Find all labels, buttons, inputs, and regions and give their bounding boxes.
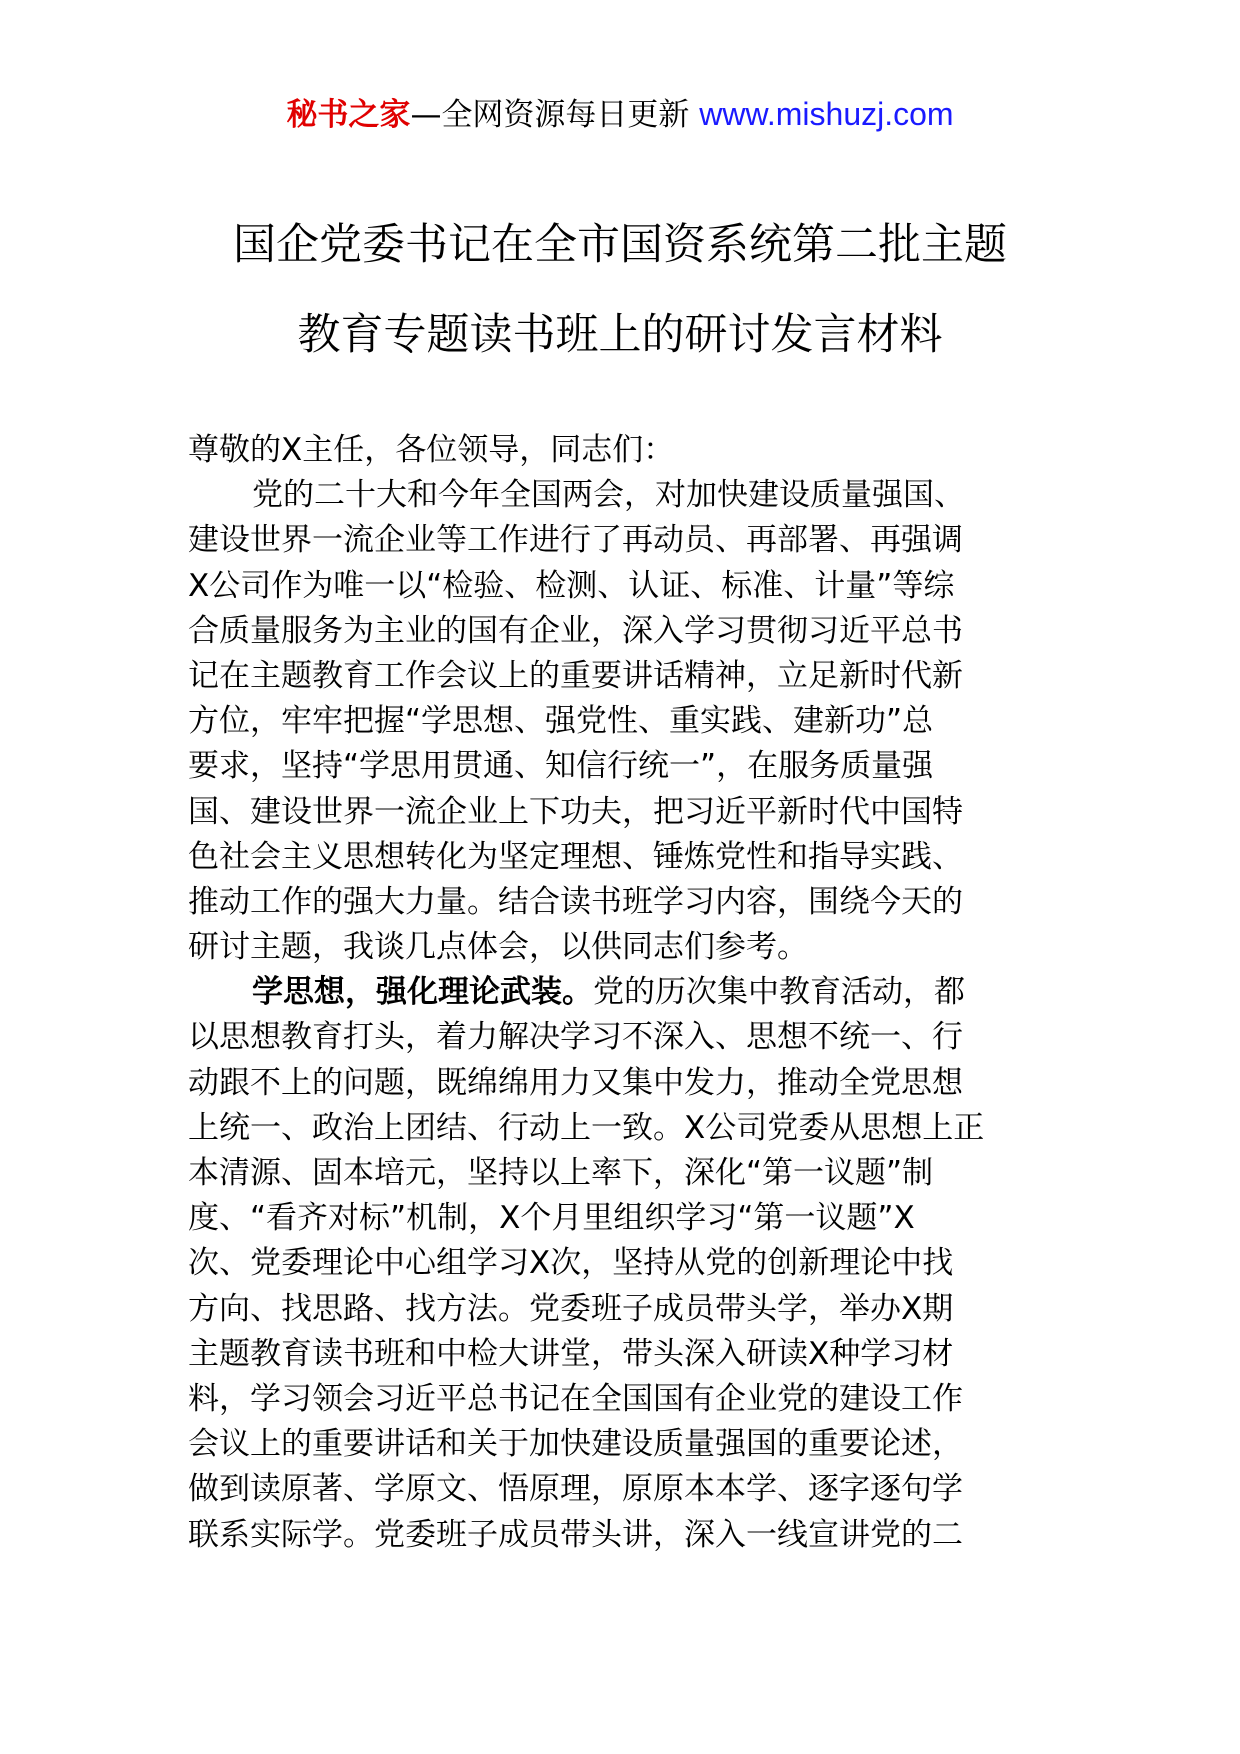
paragraph-line: 建设世界一流企业等工作进行了再动员、再部署、再强调 (188, 522, 963, 559)
title-line-2: 教育专题读书班上的研讨发言材料 (297, 310, 943, 360)
paragraph-line: 动跟不上的问题，既绵绵用力又集中发力，推动全党思想 (188, 1064, 963, 1101)
site-tagline: —全网资源每日更新 (410, 97, 700, 133)
site-brand: 秘书之家 (286, 97, 411, 133)
paragraph-text: 党的历次集中教育活动，都 (593, 974, 965, 1011)
paragraph-line: 方位，牢牢把握“学思想、强党性、重实践、建新功”总 (188, 703, 934, 740)
document-title (60, 200, 1180, 380)
paragraph-line: 上统一、政治上团结、行动上一致。X公司党委从思想上正 (188, 1109, 985, 1146)
paragraph-line: 做到读原著、学原文、悟原理，原原本本学、逐字逐句学 (188, 1471, 963, 1508)
salutation: 尊敬的X主任，各位领导，同志们： (188, 432, 675, 468)
paragraph-line: 研讨主题，我谈几点体会，以供同志们参考。 (188, 929, 808, 966)
paragraph-line: 要求，坚持“学思用贯通、知信行统一”，在服务质量强 (188, 748, 934, 785)
site-header (0, 94, 1240, 135)
document-body (188, 428, 1058, 1558)
paragraph-line (188, 970, 1058, 1015)
section-heading: 学思想，强化理论武装。 (252, 974, 593, 1011)
paragraph-line: 色社会主义思想转化为坚定理想、锤炼党性和指导实践、 (188, 838, 963, 875)
paragraph-line: 合质量服务为主业的国有企业，深入学习贯彻习近平总书 (188, 612, 963, 649)
paragraph-line: 次、党委理论中心组学习X次，坚持从党的创新理论中找 (188, 1245, 954, 1282)
paragraph-line: 料，学习领会习近平总书记在全国国有企业党的建设工作 (188, 1380, 963, 1417)
title-line-1: 国企党委书记在全市国资系统第二批主题 (233, 220, 1007, 270)
paragraph-line: 本清源、固本培元，坚持以上率下，深化“第一议题”制 (188, 1155, 934, 1191)
paragraph-line: 国、建设世界一流企业上下功夫，把习近平新时代中国特 (188, 793, 963, 830)
paragraph-line: 推动工作的强大力量。结合读书班学习内容，围绕今天的 (188, 883, 963, 920)
paragraph-line: 联系实际学。党委班子成员带头讲，深入一线宣讲党的二 (188, 1516, 963, 1553)
paragraph-line: 记在主题教育工作会议上的重要讲话精神，立足新时代新 (188, 657, 963, 694)
paragraph-line: 党的二十大和今年全国两会，对加快建设质量强国、 (252, 477, 965, 514)
paragraph-line: 方向、找思路、找方法。党委班子成员带头学，举办X期 (188, 1290, 954, 1327)
paragraph-line: 度、“看齐对标”机制，X个月里组织学习“第一议题”X (188, 1200, 915, 1237)
paragraph-line: 主题教育读书班和中检大讲堂，带头深入研读X种学习材 (188, 1335, 954, 1372)
paragraph-line: X公司作为唯一以“检验、检测、认证、标准、计量”等综 (188, 567, 955, 604)
paragraph-line: 会议上的重要讲话和关于加快建设质量强国的重要论述， (188, 1426, 963, 1463)
paragraph-line: 以思想教育打头，着力解决学习不深入、思想不统一、行 (188, 1019, 963, 1056)
site-url-link[interactable]: www.mishuzj.com (699, 96, 954, 132)
